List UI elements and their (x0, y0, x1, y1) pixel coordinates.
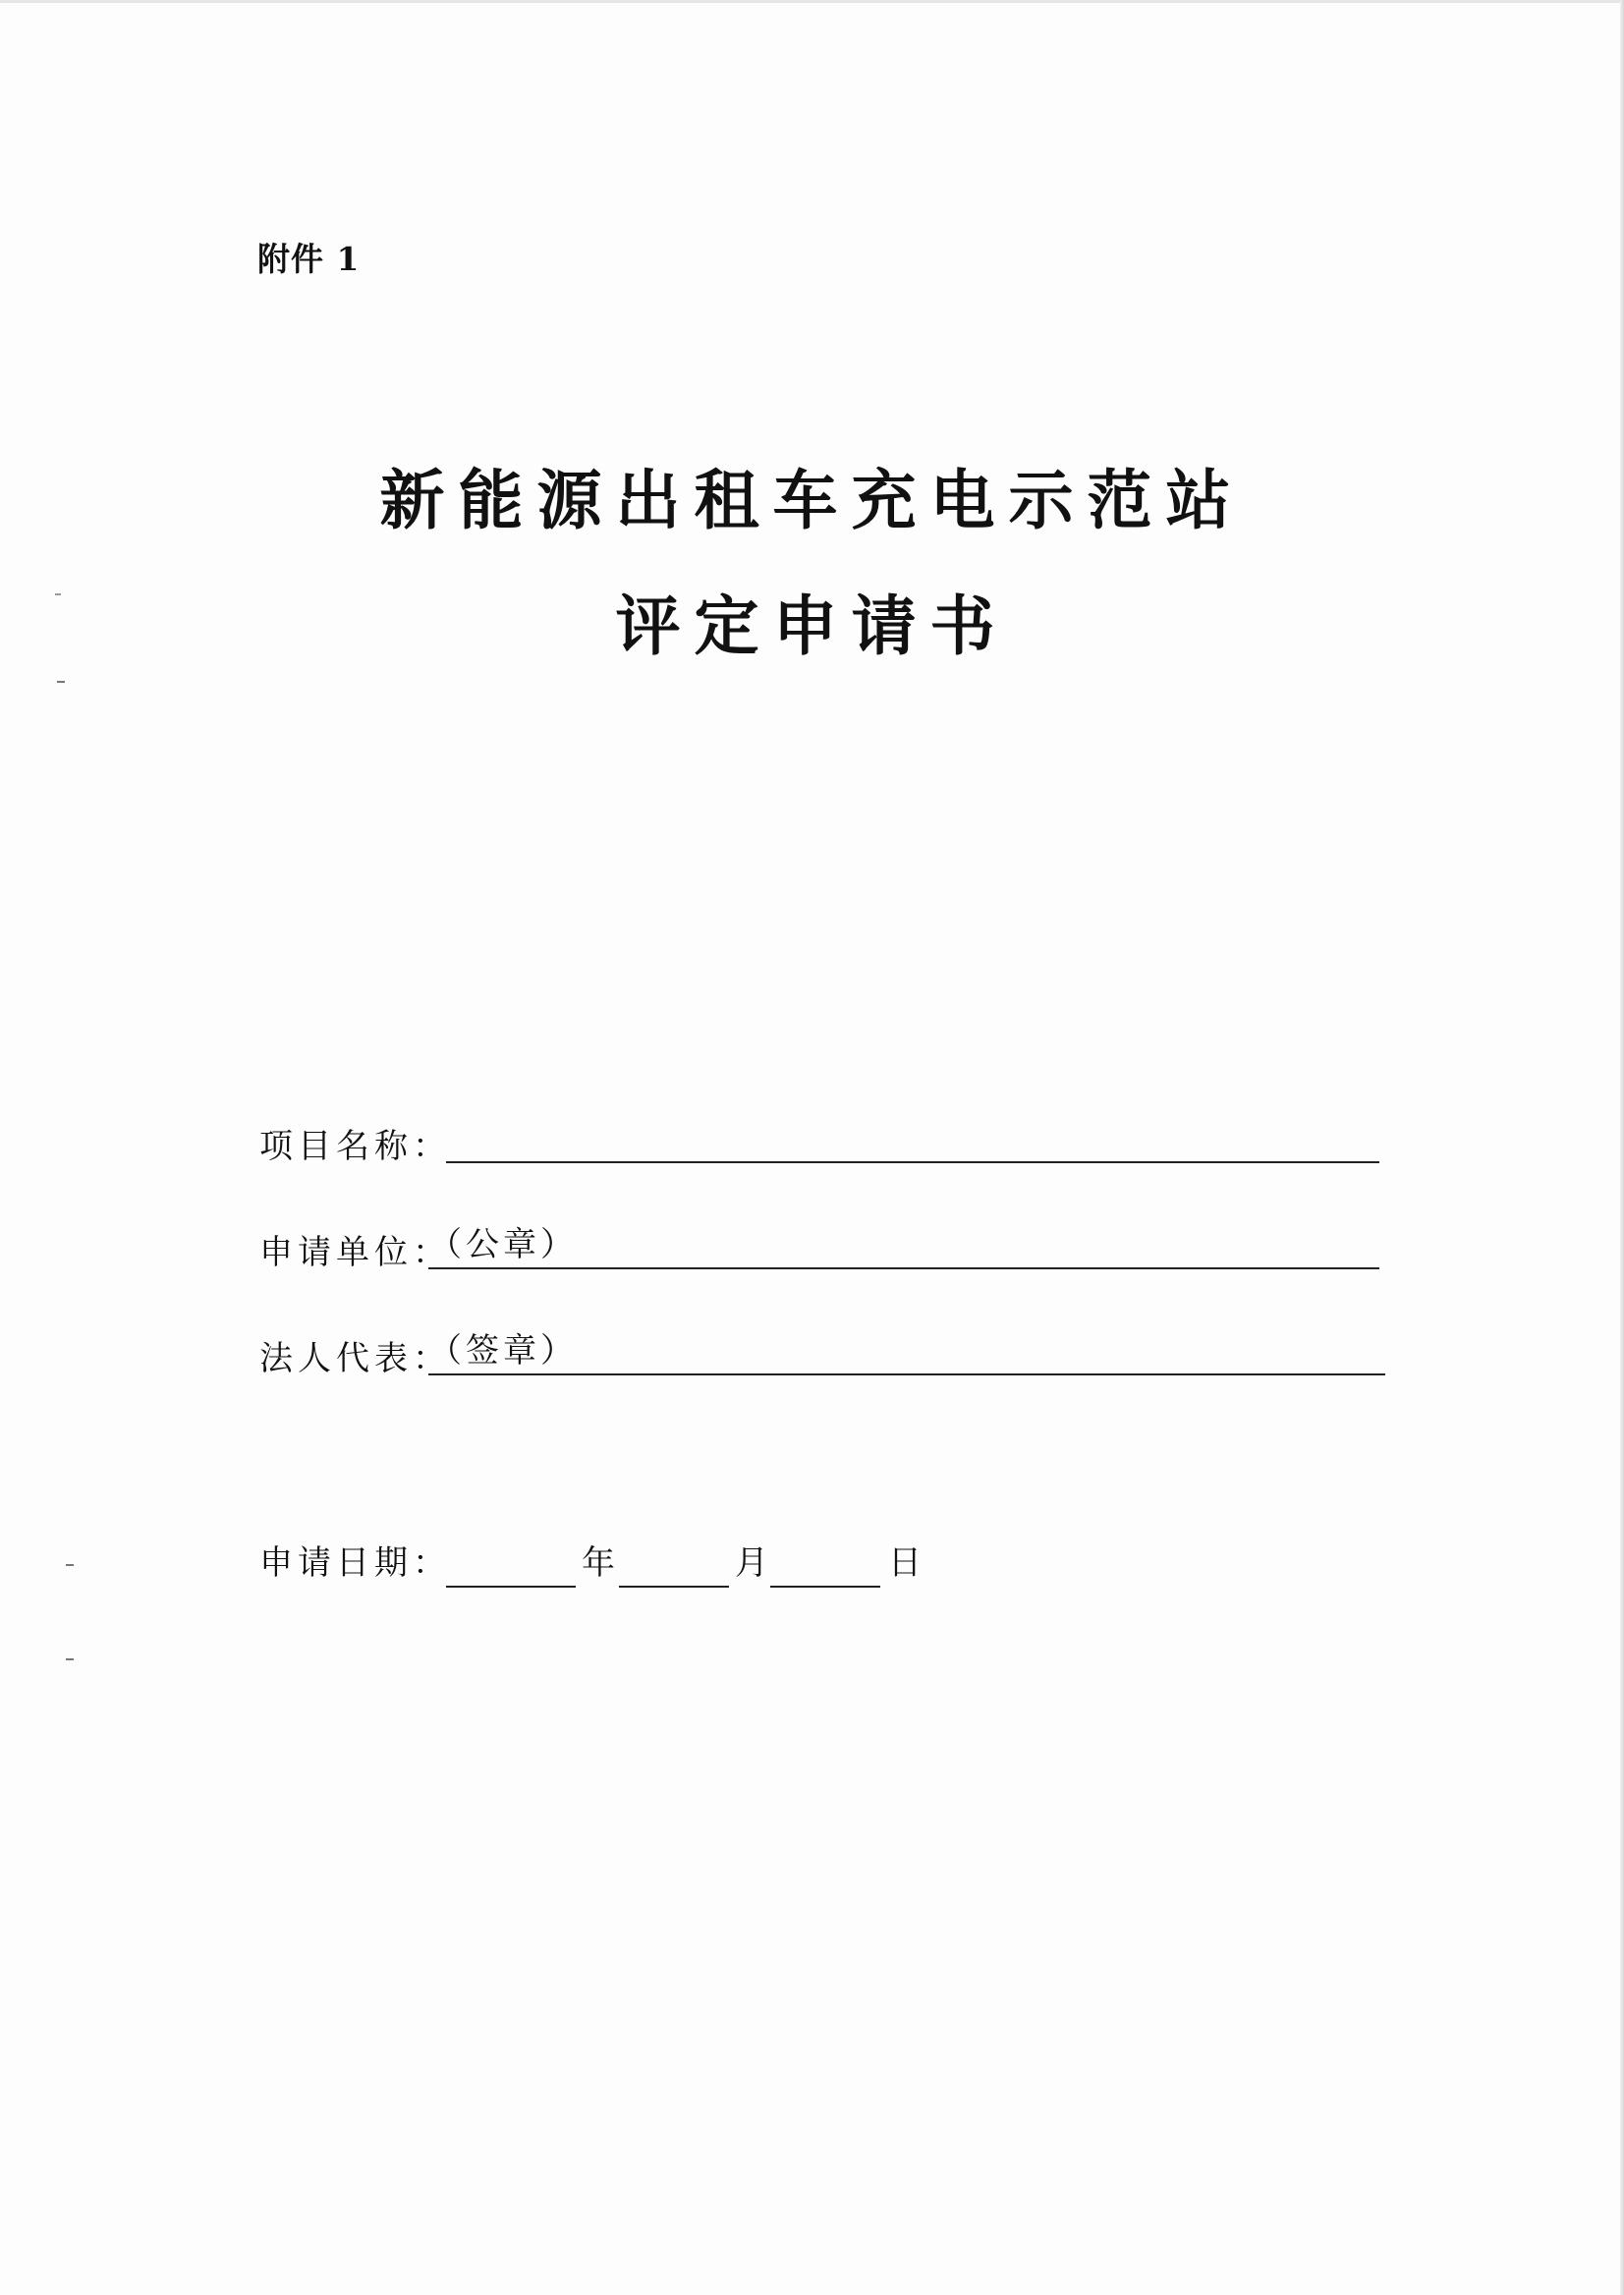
scan-mark (57, 681, 65, 683)
application-date-label: 申请日期： (259, 1543, 451, 1583)
document-title-line-2: 评定申请书 (615, 588, 1009, 664)
scan-mark (66, 1658, 74, 1660)
applicant-seal-note: （公章） (428, 1225, 578, 1264)
year-blank[interactable] (446, 1586, 576, 1588)
legal-rep-blank[interactable] (428, 1373, 1385, 1375)
legal-rep-signature-note: （签章） (428, 1331, 578, 1371)
project-name-blank[interactable] (446, 1161, 1379, 1163)
month-label: 月 (735, 1543, 773, 1583)
page-edge-right (1620, 0, 1624, 2295)
legal-rep-label: 法人代表： (259, 1339, 451, 1378)
year-label: 年 (582, 1543, 620, 1583)
project-name-field (259, 1108, 1379, 1167)
project-name-label: 项目名称： (259, 1127, 451, 1166)
applicant-field (259, 1214, 1379, 1273)
day-blank[interactable] (770, 1586, 880, 1588)
applicant-blank[interactable] (428, 1267, 1379, 1269)
application-date-field (259, 1533, 947, 1592)
month-blank[interactable] (619, 1586, 729, 1588)
scan-mark (66, 1564, 74, 1566)
legal-rep-field (259, 1320, 1385, 1379)
applicant-label: 申请单位： (259, 1233, 451, 1272)
document-title-line-1: 新能源出租车充电示范站 (379, 462, 1245, 538)
page-edge-top (0, 0, 1624, 3)
attachment-label: 附件 1 (257, 240, 361, 278)
day-label: 日 (888, 1543, 926, 1583)
